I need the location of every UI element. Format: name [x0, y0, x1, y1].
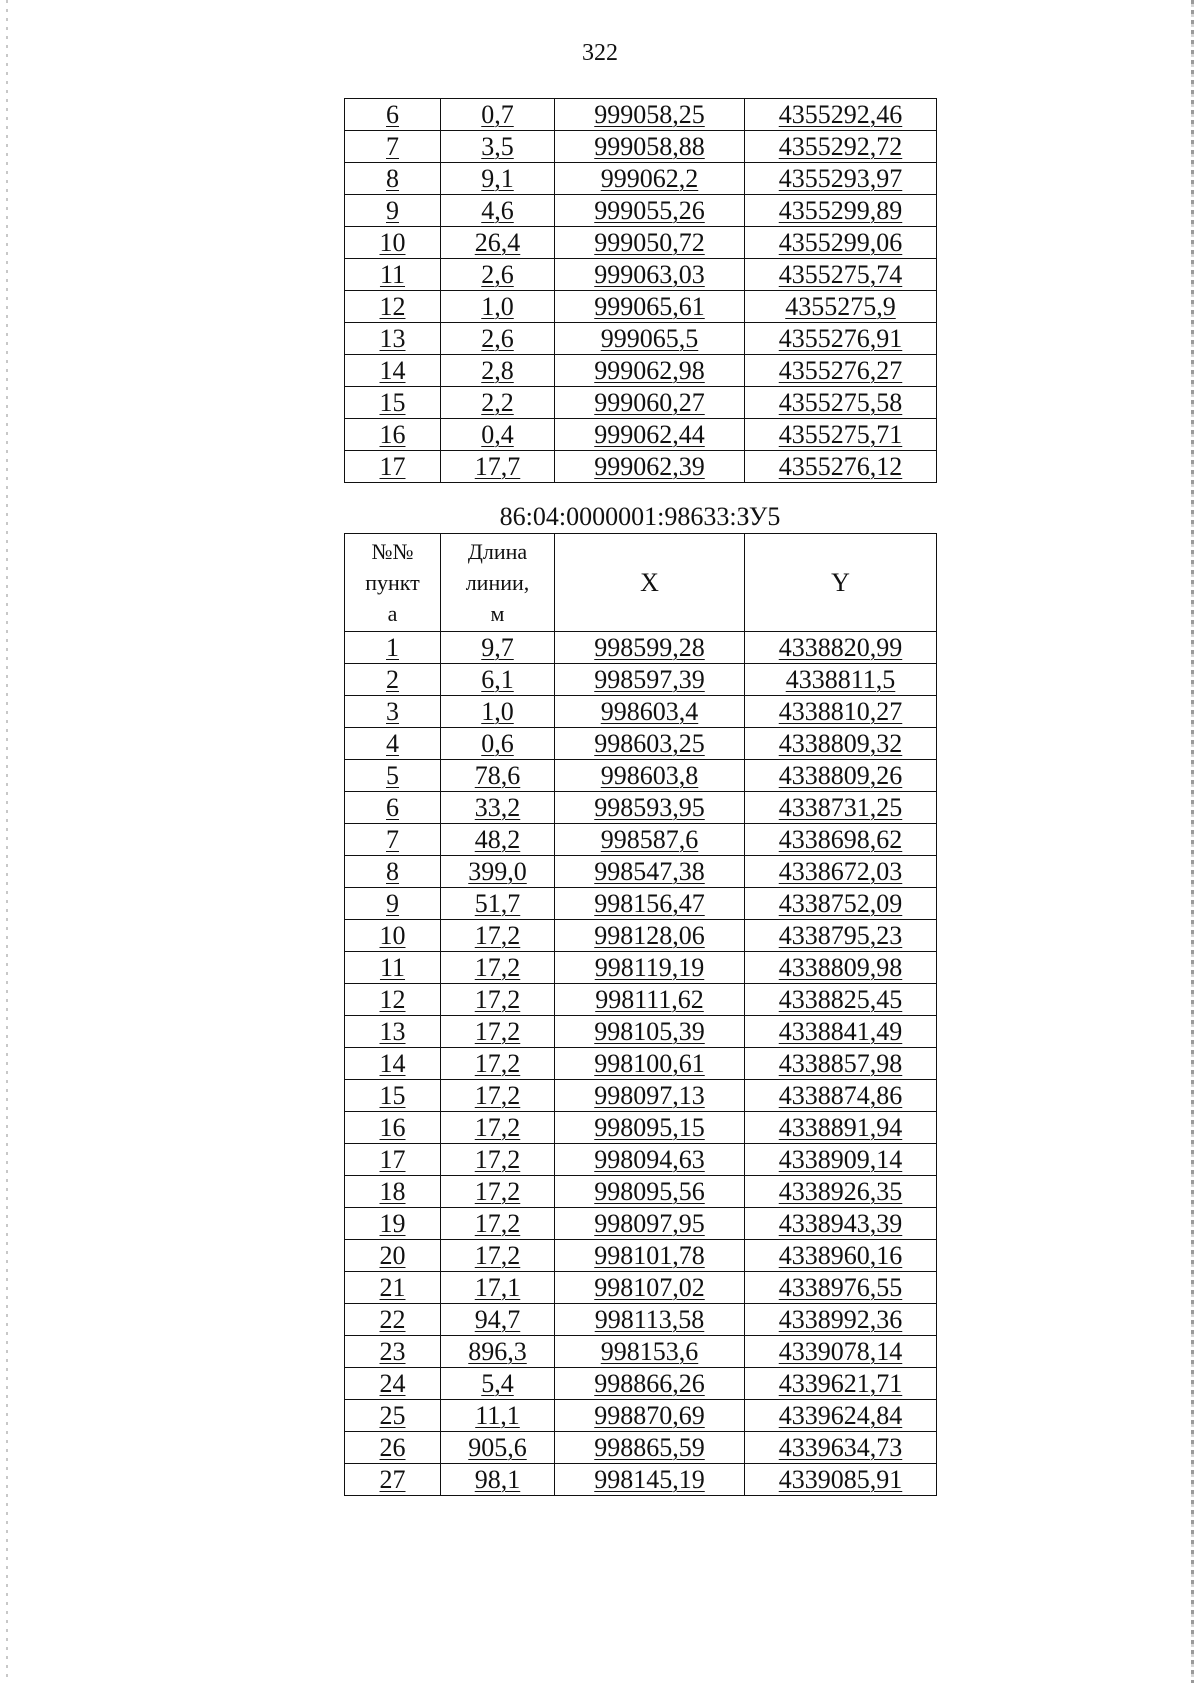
- cell-point-number: 14: [345, 1048, 441, 1080]
- cell-point-number: 11: [345, 259, 441, 291]
- header-point-number-line1: №№: [371, 539, 414, 564]
- cell-line-length: 17,2: [441, 1208, 555, 1240]
- table-row: [345, 824, 937, 856]
- cell-line-length: 26,4: [441, 227, 555, 259]
- table-row: [345, 323, 937, 355]
- cell-x: 998153,6: [555, 1336, 745, 1368]
- table-row: [345, 1432, 937, 1464]
- table-header: [345, 534, 937, 632]
- cell-y: 4355275,9: [745, 291, 937, 323]
- table-body: [345, 99, 937, 483]
- table-row: [345, 99, 937, 131]
- cell-x: 998094,63: [555, 1144, 745, 1176]
- table-row: [345, 419, 937, 451]
- cell-point-number: 17: [345, 451, 441, 483]
- cell-line-length: 0,7: [441, 99, 555, 131]
- cell-line-length: 2,6: [441, 323, 555, 355]
- cell-line-length: 17,2: [441, 1240, 555, 1272]
- cell-point-number: 14: [345, 355, 441, 387]
- cell-x: 998603,25: [555, 728, 745, 760]
- cell-point-number: 17: [345, 1144, 441, 1176]
- table-row: [345, 1176, 937, 1208]
- cell-x: 999062,98: [555, 355, 745, 387]
- cell-y: 4355293,97: [745, 163, 937, 195]
- cell-y: 4338731,25: [745, 792, 937, 824]
- cell-point-number: 5: [345, 760, 441, 792]
- cell-x: 998119,19: [555, 952, 745, 984]
- cell-y: 4355276,91: [745, 323, 937, 355]
- cell-point-number: 20: [345, 1240, 441, 1272]
- coordinates-table-continued: [344, 98, 937, 483]
- cell-x: 998128,06: [555, 920, 745, 952]
- cell-point-number: 18: [345, 1176, 441, 1208]
- header-point-number-line3: а: [387, 601, 398, 626]
- cell-line-length: 17,2: [441, 1016, 555, 1048]
- cell-line-length: 2,6: [441, 259, 555, 291]
- cell-point-number: 16: [345, 1112, 441, 1144]
- cell-x: 998547,38: [555, 856, 745, 888]
- cell-point-number: 7: [345, 131, 441, 163]
- cell-y: 4338992,36: [745, 1304, 937, 1336]
- cell-x: 998095,56: [555, 1176, 745, 1208]
- cell-x: 999063,03: [555, 259, 745, 291]
- cell-x: 999055,26: [555, 195, 745, 227]
- plot-cadastral-id: 86:04:0000001:98633:ЗУ5: [499, 502, 781, 531]
- header-point-number: [345, 534, 441, 632]
- cell-point-number: 16: [345, 419, 441, 451]
- table-row: [345, 1464, 937, 1496]
- cell-line-length: 399,0: [441, 856, 555, 888]
- cell-point-number: 8: [345, 856, 441, 888]
- cell-x: 998100,61: [555, 1048, 745, 1080]
- cell-y: 4338809,26: [745, 760, 937, 792]
- cell-y: 4355275,71: [745, 419, 937, 451]
- cell-line-length: 17,7: [441, 451, 555, 483]
- cell-line-length: 11,1: [441, 1400, 555, 1432]
- cell-x: 999065,61: [555, 291, 745, 323]
- cell-y: 4355292,46: [745, 99, 937, 131]
- cell-point-number: 19: [345, 1208, 441, 1240]
- table-row: [345, 1208, 937, 1240]
- cell-point-number: 4: [345, 728, 441, 760]
- table-row: [345, 792, 937, 824]
- table-row: [345, 728, 937, 760]
- table-row: [345, 888, 937, 920]
- cell-line-length: 98,1: [441, 1464, 555, 1496]
- cell-point-number: 15: [345, 1080, 441, 1112]
- table-row: [345, 1112, 937, 1144]
- cell-point-number: 21: [345, 1272, 441, 1304]
- cell-point-number: 10: [345, 920, 441, 952]
- cell-line-length: 51,7: [441, 888, 555, 920]
- cell-y: 4355276,12: [745, 451, 937, 483]
- cell-y: 4338810,27: [745, 696, 937, 728]
- cell-x: 998587,6: [555, 824, 745, 856]
- cell-point-number: 9: [345, 888, 441, 920]
- cell-point-number: 23: [345, 1336, 441, 1368]
- cell-y: 4355276,27: [745, 355, 937, 387]
- table-row: [345, 1016, 937, 1048]
- cell-y: 4338857,98: [745, 1048, 937, 1080]
- cell-y: 4338809,32: [745, 728, 937, 760]
- cell-point-number: 26: [345, 1432, 441, 1464]
- cell-x: 999050,72: [555, 227, 745, 259]
- cell-line-length: 17,2: [441, 1144, 555, 1176]
- coordinates-table: [344, 533, 937, 1496]
- cell-x: 998097,13: [555, 1080, 745, 1112]
- cell-line-length: 17,2: [441, 920, 555, 952]
- cell-y: 4338795,23: [745, 920, 937, 952]
- cell-point-number: 11: [345, 952, 441, 984]
- table-row: [345, 259, 937, 291]
- cell-line-length: 17,2: [441, 1112, 555, 1144]
- cell-point-number: 22: [345, 1304, 441, 1336]
- header-line-length-line2: линии,: [465, 570, 530, 595]
- cell-y: 4355275,74: [745, 259, 937, 291]
- cell-line-length: 6,1: [441, 664, 555, 696]
- cell-y: 4338752,09: [745, 888, 937, 920]
- cell-x: 999060,27: [555, 387, 745, 419]
- cell-x: 998597,39: [555, 664, 745, 696]
- cell-x: 998097,95: [555, 1208, 745, 1240]
- cell-line-length: 0,4: [441, 419, 555, 451]
- cell-y: 4338698,62: [745, 824, 937, 856]
- table-row: [345, 1240, 937, 1272]
- cell-x: 999058,88: [555, 131, 745, 163]
- cell-line-length: 17,2: [441, 1176, 555, 1208]
- cell-x: 998865,59: [555, 1432, 745, 1464]
- cell-y: 4339621,71: [745, 1368, 937, 1400]
- cell-x: 998111,62: [555, 984, 745, 1016]
- table-row: [345, 355, 937, 387]
- cell-point-number: 10: [345, 227, 441, 259]
- cell-point-number: 12: [345, 291, 441, 323]
- cell-x: 998593,95: [555, 792, 745, 824]
- cell-line-length: 4,6: [441, 195, 555, 227]
- header-line-length-line3: м: [490, 601, 505, 626]
- cell-y: 4338926,35: [745, 1176, 937, 1208]
- scan-edge-right: [1191, 0, 1194, 1683]
- cell-line-length: 17,2: [441, 952, 555, 984]
- table-row: [345, 1144, 937, 1176]
- table-row: [345, 1048, 937, 1080]
- cell-x: 998599,28: [555, 632, 745, 664]
- cell-x: 998156,47: [555, 888, 745, 920]
- cell-y: 4338909,14: [745, 1144, 937, 1176]
- cell-point-number: 3: [345, 696, 441, 728]
- cell-point-number: 25: [345, 1400, 441, 1432]
- cell-x: 998603,8: [555, 760, 745, 792]
- cell-line-length: 0,6: [441, 728, 555, 760]
- cell-point-number: 15: [345, 387, 441, 419]
- cell-y: 4339624,84: [745, 1400, 937, 1432]
- table-row: [345, 856, 937, 888]
- header-point-number-line2: пункт: [365, 570, 420, 595]
- table-row: [345, 131, 937, 163]
- table-row: [345, 952, 937, 984]
- table-row: [345, 1304, 937, 1336]
- table-row: [345, 1272, 937, 1304]
- cell-x: 999062,2: [555, 163, 745, 195]
- page-number: 322: [582, 40, 618, 66]
- cell-line-length: 17,1: [441, 1272, 555, 1304]
- cell-y: 4355299,06: [745, 227, 937, 259]
- cell-y: 4355292,72: [745, 131, 937, 163]
- cell-line-length: 17,2: [441, 984, 555, 1016]
- cell-y: 4339078,14: [745, 1336, 937, 1368]
- cell-point-number: 13: [345, 1016, 441, 1048]
- table-row: [345, 387, 937, 419]
- cell-x: 998101,78: [555, 1240, 745, 1272]
- cell-line-length: 1,0: [441, 291, 555, 323]
- cell-line-length: 9,7: [441, 632, 555, 664]
- cell-point-number: 2: [345, 664, 441, 696]
- header-row: [345, 534, 937, 632]
- cell-x: 999062,44: [555, 419, 745, 451]
- cell-x: 999065,5: [555, 323, 745, 355]
- table-row: [345, 632, 937, 664]
- table-row: [345, 920, 937, 952]
- cell-x: 998603,4: [555, 696, 745, 728]
- table-body: [345, 632, 937, 1496]
- cell-line-length: 48,2: [441, 824, 555, 856]
- cell-line-length: 2,2: [441, 387, 555, 419]
- header-line-length-line1: Длина: [467, 539, 528, 564]
- cell-point-number: 9: [345, 195, 441, 227]
- table-row: [345, 664, 937, 696]
- cell-line-length: 9,1: [441, 163, 555, 195]
- cell-line-length: 5,4: [441, 1368, 555, 1400]
- cell-x: 998105,39: [555, 1016, 745, 1048]
- table-row: [345, 984, 937, 1016]
- table-row: [345, 195, 937, 227]
- cell-line-length: 17,2: [441, 1080, 555, 1112]
- cell-point-number: 6: [345, 792, 441, 824]
- cell-y: 4338825,45: [745, 984, 937, 1016]
- table-row: [345, 1368, 937, 1400]
- table-row: [345, 1080, 937, 1112]
- cell-line-length: 1,0: [441, 696, 555, 728]
- cell-point-number: 7: [345, 824, 441, 856]
- table-row: [345, 696, 937, 728]
- cell-y: 4338874,86: [745, 1080, 937, 1112]
- cell-x: 998870,69: [555, 1400, 745, 1432]
- cell-line-length: 94,7: [441, 1304, 555, 1336]
- cell-y: 4339634,73: [745, 1432, 937, 1464]
- table-row: [345, 451, 937, 483]
- table-row: [345, 1336, 937, 1368]
- cell-point-number: 6: [345, 99, 441, 131]
- cell-y: 4355299,89: [745, 195, 937, 227]
- cell-point-number: 1: [345, 632, 441, 664]
- cell-x: 998145,19: [555, 1464, 745, 1496]
- cell-y: 4338841,49: [745, 1016, 937, 1048]
- cell-y: 4338672,03: [745, 856, 937, 888]
- cell-y: 4338809,98: [745, 952, 937, 984]
- cell-y: 4338820,99: [745, 632, 937, 664]
- cell-x: 998866,26: [555, 1368, 745, 1400]
- table-row: [345, 163, 937, 195]
- cell-line-length: 2,8: [441, 355, 555, 387]
- cell-y: 4338960,16: [745, 1240, 937, 1272]
- header-line-length: [441, 534, 555, 632]
- cell-line-length: 896,3: [441, 1336, 555, 1368]
- cell-point-number: 12: [345, 984, 441, 1016]
- cell-x: 999058,25: [555, 99, 745, 131]
- cell-point-number: 13: [345, 323, 441, 355]
- header-x: X: [555, 534, 745, 632]
- cell-point-number: 8: [345, 163, 441, 195]
- cell-line-length: 3,5: [441, 131, 555, 163]
- scan-edge-left: [6, 0, 8, 1683]
- cell-line-length: 78,6: [441, 760, 555, 792]
- cell-y: 4338891,94: [745, 1112, 937, 1144]
- header-y: Y: [745, 534, 937, 632]
- cell-line-length: 17,2: [441, 1048, 555, 1080]
- cell-y: 4355275,58: [745, 387, 937, 419]
- cell-line-length: 33,2: [441, 792, 555, 824]
- cell-x: 998107,02: [555, 1272, 745, 1304]
- cell-y: 4338976,55: [745, 1272, 937, 1304]
- cell-y: 4339085,91: [745, 1464, 937, 1496]
- cell-x: 998095,15: [555, 1112, 745, 1144]
- cell-x: 999062,39: [555, 451, 745, 483]
- cell-line-length: 905,6: [441, 1432, 555, 1464]
- cell-y: 4338943,39: [745, 1208, 937, 1240]
- cell-point-number: 24: [345, 1368, 441, 1400]
- cell-point-number: 27: [345, 1464, 441, 1496]
- table-row: [345, 227, 937, 259]
- cell-x: 998113,58: [555, 1304, 745, 1336]
- table-row: [345, 760, 937, 792]
- table-row: [345, 1400, 937, 1432]
- table-row: [345, 291, 937, 323]
- cell-y: 4338811,5: [745, 664, 937, 696]
